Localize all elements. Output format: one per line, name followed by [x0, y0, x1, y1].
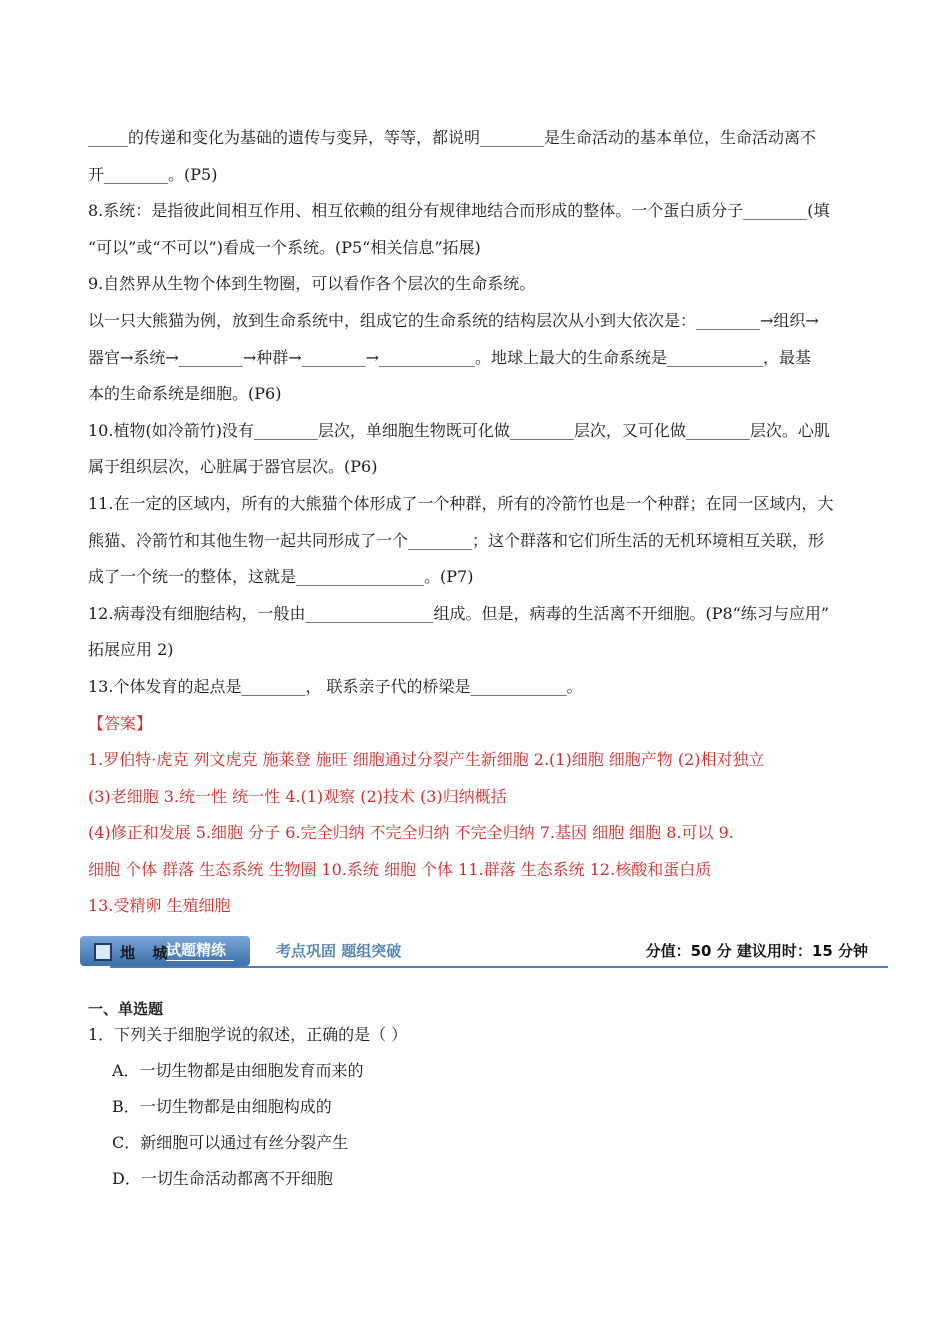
text-line: 12.病毒没有细胞结构，一般由________________组成。但是，病毒的生活离不开细胞。(P8“练习与应用” — [88, 603, 829, 623]
answer-line: 细胞 个体 群落 生态系统 生物圈 10.系统 细胞 个体 11.群落 生态系统 12.核酸和蛋白质 — [88, 859, 712, 879]
answer-line: 13.受精卵 生殖细胞 — [88, 896, 231, 916]
text-line: 属于组织层次，心脏属于器官层次。(P6) — [88, 457, 378, 477]
banner-subtitle: 考点巩固 题组突破 — [276, 942, 402, 960]
text-line: “可以”或“不可以”)看成一个系统。(P5“相关信息”拓展) — [88, 237, 481, 257]
fill-in-section — [88, 120, 864, 925]
option-d: D．一切生命活动都离不开细胞 — [112, 1169, 333, 1188]
text-line: 本的生命系统是细胞。(P6) — [88, 384, 282, 404]
option-b: B．一切生物都是由细胞构成的 — [112, 1097, 332, 1116]
question-stem: 1．下列关于细胞学说的叙述，正确的是（ ） — [88, 1025, 408, 1044]
answer-line: 1.罗伯特·虎克 列文虎克 施莱登 施旺 细胞通过分裂产生新细胞 2.(1)细胞 细胞产物 (2)相对独立 — [88, 750, 765, 770]
text-line: 以一只大熊猫为例，放到生命系统中，组成它的生命系统的结构层次从小到大依次是：________→组织→ — [88, 310, 819, 330]
banner-tag — [80, 936, 250, 966]
square-icon — [94, 943, 112, 961]
option-a: A．一切生物都是由细胞发育而来的 — [112, 1061, 364, 1080]
text-line: 开________。(P5) — [88, 164, 218, 184]
answer-line: (4)修正和发展 5.细胞 分子 6.完全归纳 不完全归纳 不完全归纳 7.基因 细胞 细胞 8.可以 9. — [88, 823, 734, 843]
text-line: 9.自然界从生物个体到生物圈，可以看作各个层次的生命系统。 — [88, 274, 536, 294]
text-line: 成了一个统一的整体，这就是________________。(P7) — [88, 567, 474, 587]
text-line: 11.在一定的区域内，所有的大熊猫个体形成了一个种群，所有的冷箭竹也是一个种群；在同一区域内，大 — [88, 493, 834, 513]
text-line: 熊猫、冷箭竹和其他生物一起共同形成了一个________；这个群落和它们所生活的无机环境相互关联，形 — [88, 530, 825, 550]
banner-tag-label: 地 城 — [120, 944, 174, 962]
text-line: 器官→系统→________→种群→________→____________。地球上最大的生命系统是____________，最基 — [88, 347, 812, 367]
banner-rule — [110, 966, 888, 968]
option-c: C．新细胞可以通过有丝分裂产生 — [112, 1133, 349, 1152]
answer-line: (3)老细胞 3.统一性 统一性 4.(1)观察 (2)技术 (3)归纳概括 — [88, 786, 507, 806]
text-line: 8.系统：是指彼此间相互作用、相互依赖的组分有规律地结合而形成的整体。一个蛋白质分子________(填 — [88, 201, 830, 221]
banner-score: 分值：50 分 建议用时：15 分钟 — [645, 942, 868, 960]
section-heading: 一、单选题 — [88, 1000, 164, 1018]
banner-title: 试题精练 — [166, 939, 234, 961]
answer-heading: 【答案】 — [88, 713, 153, 733]
text-line: 10.植物(如冷箭竹)没有________层次，单细胞生物既可化做________层次，又可化做________层次。心肌 — [88, 420, 830, 440]
text-line: 13.个体发育的起点是________， 联系亲子代的桥梁是____________。 — [88, 676, 583, 696]
section-banner — [80, 932, 888, 972]
text-line: _____的传递和变化为基础的遗传与变异，等等，都说明________是生命活动的基本单位，生命活动离不 — [88, 128, 817, 147]
text-line: 拓展应用 2) — [88, 640, 174, 660]
